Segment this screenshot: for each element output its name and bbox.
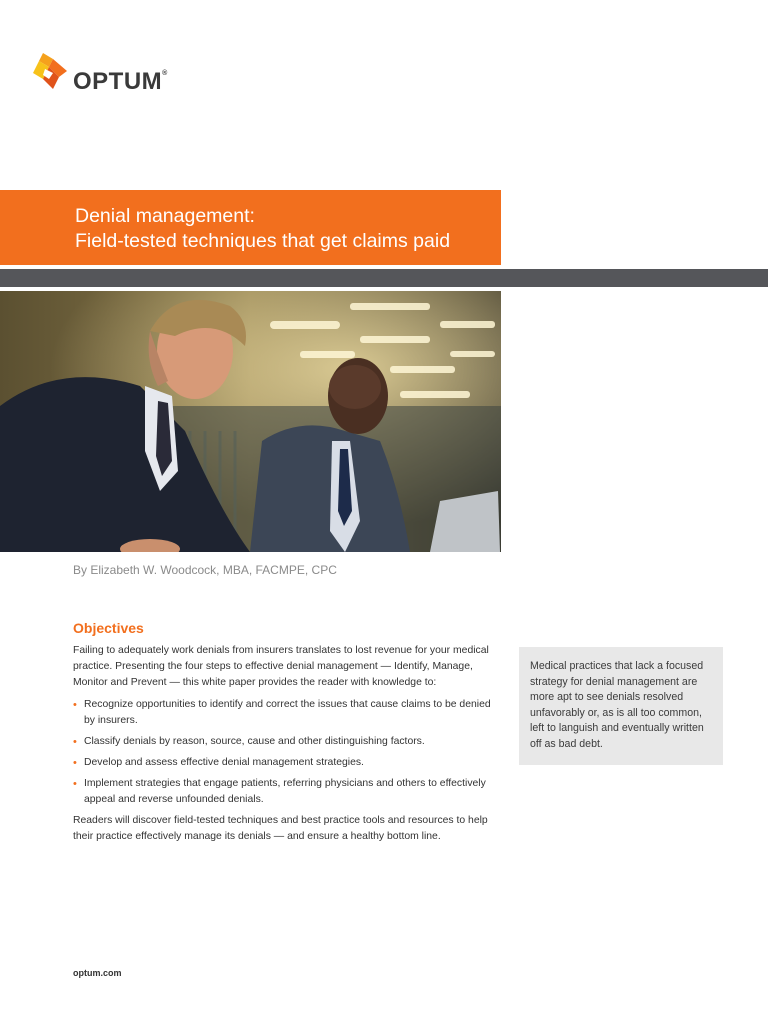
objectives-intro: Failing to adequately work denials from insurers translates to lost revenue for your medical practice. Presenting the four steps to effective denial management — Identify, Manage, Monitor and Prevent — this white paper provides the reader with knowledge to: xyxy=(73,645,489,688)
bullet-icon: • xyxy=(73,736,77,748)
list-item: • Implement strategies that engage patients, referring physicians and others to effectively appeal and reverse unfounded denials. xyxy=(73,778,486,805)
optum-logo-mark-icon xyxy=(31,51,69,91)
list-item: • Develop and assess effective denial management strategies. xyxy=(73,757,364,769)
list-item: • Classify denials by reason, source, cause and other distinguishing factors. xyxy=(73,736,425,748)
objectives-list xyxy=(73,697,503,808)
business-photo-icon xyxy=(0,291,501,552)
bullet-icon: • xyxy=(73,699,77,711)
bullet-icon: • xyxy=(73,778,77,790)
title-line-2: Field-tested techniques that get claims paid xyxy=(75,230,451,252)
header-divider-bar xyxy=(0,269,768,287)
objectives-closing: Readers will discover field-tested techniques and best practice tools and resources to help their practice effectively manage its denials — and ensure a healthy bottom line. xyxy=(73,815,488,842)
author-byline: By Elizabeth W. Woodcock, MBA, FACMPE, CPC xyxy=(73,563,337,577)
title-line-1: Denial management: xyxy=(75,205,255,227)
footer-website-link[interactable]: optum.com xyxy=(73,968,122,978)
objectives-body xyxy=(73,643,503,851)
objectives-heading: Objectives xyxy=(73,620,144,636)
bullet-icon: • xyxy=(73,757,77,769)
callout-box: Medical practices that lack a focused strategy for denial management are more apt to see denials resolved unfavorably or, as is all too common, left to languish and eventually written off as bad debt. xyxy=(519,647,723,765)
optum-logo-text: OPTUM® xyxy=(73,68,168,95)
title-banner xyxy=(0,190,501,265)
optum-logo xyxy=(31,46,168,96)
list-item: • Recognize opportunities to identify and correct the issues that cause claims to be denied by insurers. xyxy=(73,699,491,726)
business-photo xyxy=(0,291,501,552)
